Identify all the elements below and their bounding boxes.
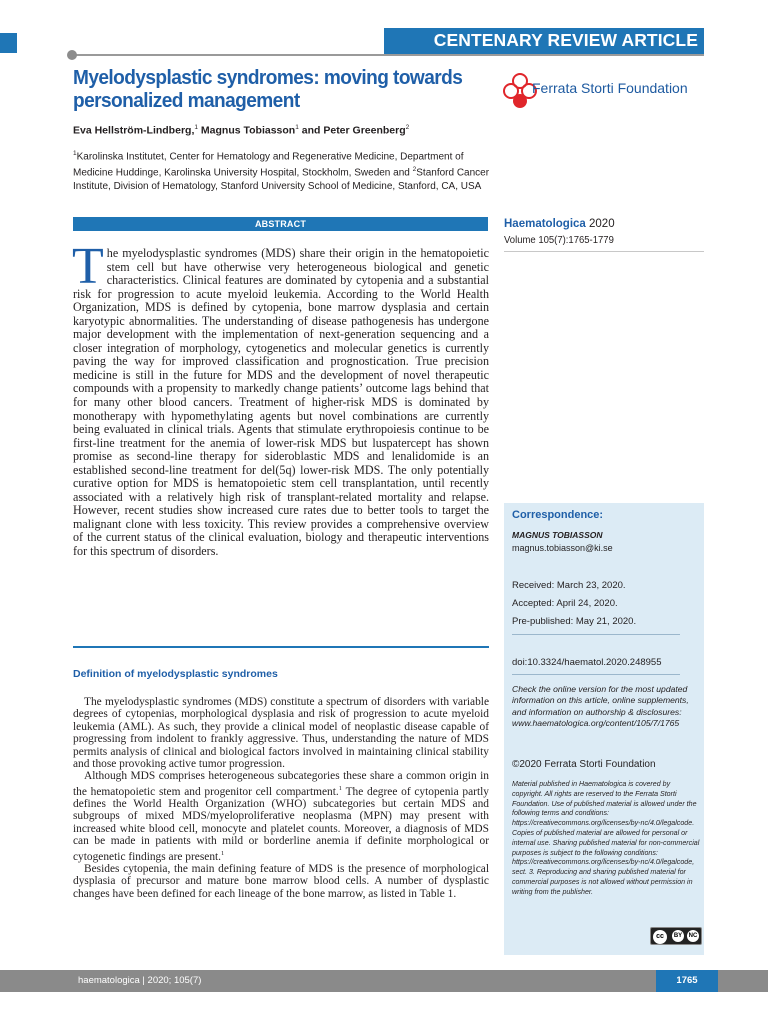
corner-marker: [0, 33, 17, 53]
correspondence-name: MAGNUS TOBIASSON: [512, 530, 603, 540]
abstract-dropcap: T: [72, 238, 104, 295]
page-footer: [0, 970, 768, 992]
abstract-heading: ABSTRACT: [73, 217, 488, 231]
author-affiliation-mark: 1: [194, 124, 198, 131]
paragraph: The myelodysplastic syndromes (MDS) constitute a spectrum of disorders with variable degrees of cytopenias, morphological dysplasia and risk of progression to acute myeloid leukemia (AML). As such, they provide a clinical model of neoplastic disease capable of progressing from indolent to frankly aggressive. Thus, understanding the nature of MDS permits analysis of clinical and biological factors involved in maintaining clinical stability and those provoking active tumor progression.: [73, 696, 489, 771]
prepublished-date: Pre-published: May 21, 2020.: [512, 616, 637, 627]
affiliations: $^1$Karolinska Institutet, Center for Hematology and Regenerative Medicine, Department of Medicine Huddinge, Karolinska University Hospital, Stockholm, Sweden and $^2$Stanford Cancer Institute, Division of Hematology, Stanford University School of Medicine, Stanford, CA, USA: [73, 150, 490, 192]
paragraph: Although MDS comprises heterogeneous subcategories these share a common origin in the hematopoietic stem and progenitor cell compartment.$^1$ The degree of cytopenia partly defines the World Health Organization (WHO) subcategories but certain MDS and subgroups of mixed MDS/myeloproliferative neoplasma (MPN) may present with increased white blood cell, monocyte and platelet counts. Moreover, a diagnosis of MDS can be made in patients with mild or borderline anemia if definite morphological or cytogenetic findings are present.$^1$: [73, 770, 489, 863]
logo-text: Ferrata Storti Foundation: [532, 80, 688, 96]
creative-commons-badge-icon[interactable]: cc BY NC: [650, 927, 702, 945]
correspondence-heading: Correspondence:: [512, 509, 604, 521]
author-name: Magnus Tobiasson: [197, 124, 296, 137]
page-number: 1765: [656, 970, 718, 992]
license-text: Material published in Haematologica is covered by copyright. All rights are reserved to the Ferrata Storti Foundation. Use of published material is allowed under the following terms and conditions: https://creativecommons.org/licenses/by-nc/4.0/legalcode. Copies of published material are allowed for personal or internal use. Sharing published material for non-commercial purposes is subject to the following conditions: https://creativecommons.org/licenses/by-nc/4.0/legalcode, sect. 3. Reproducing and sharing published material for commercial purposes is not allowed without permission in writing from the publisher.: [512, 780, 700, 896]
paragraph: Besides cytopenia, the main defining feature of MDS is the presence of morphological dysplasia of precursor and mature bone marrow blood cells. A number of dysplastic changes have been defined for each lineage of the bone marrow, as listed in Table 1.: [73, 862, 489, 900]
body-text: [73, 696, 489, 900]
article-type-banner: [384, 28, 704, 54]
author-affiliation-mark: 1: [295, 124, 299, 131]
sidebar-rule: [512, 674, 680, 675]
online-version-note: Check the online version for the most updated information on this article, online supplements, and information on authorship & disclosures: www.haematologica.org/content/105/7/1765: [512, 684, 689, 728]
correspondence-email[interactable]: magnus.tobiasson@ki.se: [512, 543, 613, 553]
journal-name: Haematologica 2020: [504, 218, 615, 230]
sidebar-rule: [512, 634, 680, 635]
copyright: ©2020 Ferrata Storti Foundation: [512, 759, 656, 770]
footer-citation: haematologica | 2020; 105(7): [78, 975, 202, 986]
author-affiliation-mark: 2: [405, 124, 410, 131]
abstract-text: [72, 238, 489, 559]
abstract-rule: [73, 646, 489, 648]
author-list: [73, 124, 409, 137]
article-type-label: CENTENARY REVIEW ARTICLE: [433, 30, 698, 50]
header-rule-dot: [67, 50, 77, 60]
received-date: Received: March 23, 2020.: [512, 580, 626, 591]
article-title: Myelodysplastic syndromes: moving towards personalized management: [73, 66, 463, 112]
abstract-body: he myelodysplastic syndromes (MDS) share their origin in the hematopoietic stem cell but have otherwise very heterogeneous biological and genetic characteristics. Clinical features are dominated by cytopenia and a substantial risk for progression to acute myeloid leukemia. According to the World Health Organization, MDS is defined by cytopenia, bone marrow dysplasia and certain karyotypic abnormalities. The understanding of disease pathogenesis has undergone major development with the implementation of next-generation sequencing and a closer integration of morphology, cytogenetics and molecular genetics is currently paving the way for improved classification and prognostication. True precision medicine is still in the future for MDS and the development of novel therapeutic compounds with a propensity to markedly change patients’ outcome lags behind that for many other blood cancers. Treatment of higher-risk MDS is dominated by monotherapy with hypomethylating agents but novel combinations are currently being evaluated in clinical trials. Agents that stimulate erythropoiesis continue to be first-line treatment for the anemia of lower-risk MDS but luspatercept has shown promise as second-line therapy for sideroblastic MDS and lenalidomide is an established second-line treatment for del(5q) lower-risk MDS. The only potentially curative option for MDS is hematopoietic stem cell transplantation, until recently associated with a relatively high risk of transplant-related mortality and relapse. However, recent studies show increased cure rates due to better tools to target the malignant clone with less toxicity. This review provides a comprehensive overview of the current status of the clinical evaluation, biology and therapeutic interventions for this spectrum of disorders.: [73, 246, 489, 559]
section-heading: Definition of myelodysplastic syndromes: [73, 668, 278, 680]
doi[interactable]: doi:10.3324/haematol.2020.248955: [512, 657, 662, 668]
journal-rule: [504, 251, 704, 252]
accepted-date: Accepted: April 24, 2020.: [512, 598, 618, 609]
journal-volume: Volume 105(7):1765-1779: [504, 235, 614, 246]
header-rule: [73, 54, 704, 56]
author-name: and Peter Greenberg: [298, 124, 406, 137]
author-name: Eva Hellström-Lindberg,: [73, 124, 195, 137]
